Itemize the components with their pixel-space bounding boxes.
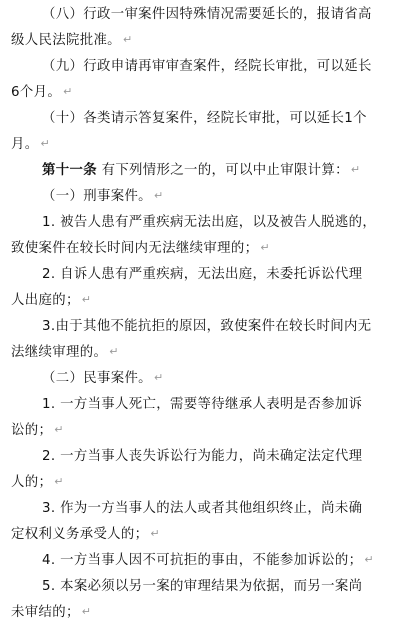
paragraph-mark-icon: ↵ xyxy=(81,605,92,618)
paragraph-line: 级人民法院批准。 ↵ xyxy=(11,30,133,52)
paragraph-line: 2. 自诉人患有严重疾病，无法出庭，未委托诉讼代理 xyxy=(42,267,363,282)
paragraph-line: 人的； ↵ xyxy=(11,472,64,494)
paragraph-mark-icon: ↵ xyxy=(153,371,164,384)
paragraph-mark-icon: ↵ xyxy=(260,241,270,254)
paragraph-line: 月。 ↵ xyxy=(11,134,50,156)
paragraph-mark-icon: ↵ xyxy=(153,189,164,202)
paragraph-mark-icon: ↵ xyxy=(40,137,51,150)
paragraph-line: 人出庭的； ↵ xyxy=(11,290,91,312)
paragraph-line: 未审结的； ↵ xyxy=(11,602,91,624)
paragraph-line: 讼的； ↵ xyxy=(11,420,64,442)
paragraph-line: （九）行政申请再审审查案件，经院长审批，可以延长 xyxy=(42,59,372,74)
paragraph-line: 3.由于其他不能抗拒的原因，致使案件在较长时间内无 xyxy=(42,319,372,334)
paragraph-mark-icon: ↵ xyxy=(150,527,160,540)
paragraph-mark-icon: ↵ xyxy=(350,163,361,176)
paragraph-mark-icon: ↵ xyxy=(364,553,374,566)
article-heading-line: 第十一条 有下列情形之一的，可以中止审限计算： ↵ xyxy=(42,160,360,182)
paragraph-mark-icon: ↵ xyxy=(81,293,92,306)
paragraph-line: 6个月。 ↵ xyxy=(11,82,73,104)
paragraph-line: 3. 作为一方当事人的法人或者其他组织终止，尚未确 xyxy=(42,501,363,516)
paragraph-line: （八）行政一审案件因特殊情况需要延长的，报请省高 xyxy=(42,7,372,22)
paragraph-line: 5. 本案必须以另一案的审理结果为依据，而另一案尚 xyxy=(42,579,363,594)
paragraph-mark-icon: ↵ xyxy=(54,423,64,436)
section-heading-line: （二）民事案件。 ↵ xyxy=(42,368,164,390)
paragraph-line: 2. 一方当事人丧失诉讼行为能力，尚未确定法定代理 xyxy=(42,449,363,464)
paragraph-mark-icon: ↵ xyxy=(54,475,64,488)
paragraph-mark-icon: ↵ xyxy=(109,345,119,358)
section-heading-line: （一）刑事案件。 ↵ xyxy=(42,186,164,208)
paragraph-mark-icon: ↵ xyxy=(63,85,73,98)
paragraph-line: 定权利义务承受人的； ↵ xyxy=(11,524,160,546)
article-number: 第十一条 xyxy=(42,163,97,178)
paragraph-line: 致使案件在较长时间内无法继续审理的； ↵ xyxy=(11,238,270,260)
paragraph-mark-icon: ↵ xyxy=(122,33,133,46)
paragraph-line: （十）各类请示答复案件，经院长审批，可以延长1个 xyxy=(42,111,367,126)
paragraph-line: 1. 被告人患有严重疾病无法出庭，以及被告人脱逃的， xyxy=(42,215,377,230)
paragraph-line: 1. 一方当事人死亡，需要等待继承人表明是否参加诉 xyxy=(42,397,363,412)
paragraph-line: 4. 一方当事人因不可抗拒的事由，不能参加诉讼的； ↵ xyxy=(42,550,374,572)
paragraph-line: 法继续审理的。 ↵ xyxy=(11,342,119,364)
